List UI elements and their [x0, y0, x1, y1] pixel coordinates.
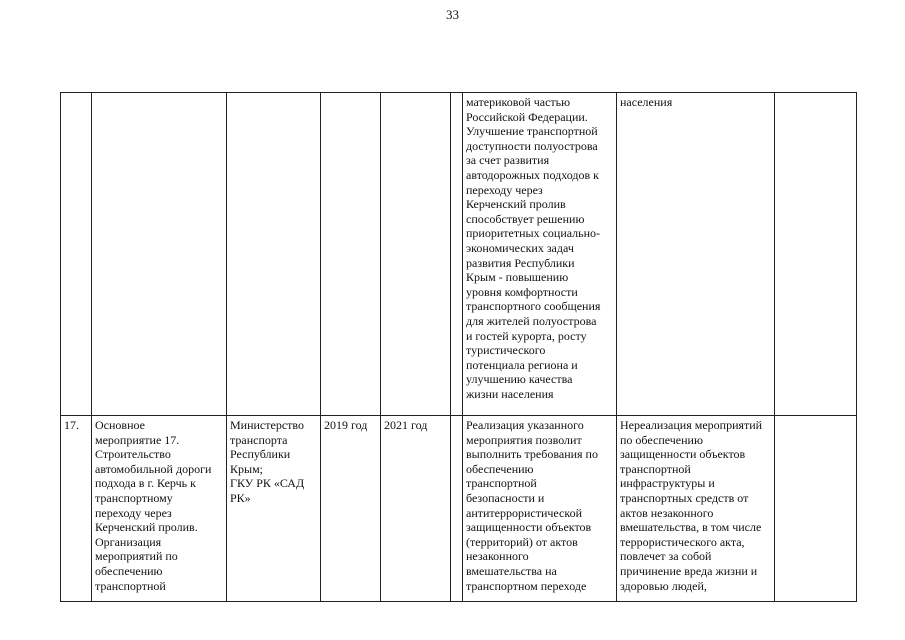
spacer-cell [451, 416, 463, 602]
end-year-cell [381, 93, 451, 416]
page-number: 33 [446, 7, 459, 22]
end-year-cell: 2021 год [381, 416, 451, 602]
activity-cell [92, 93, 227, 416]
executor-cell [227, 93, 321, 416]
program-table [60, 92, 857, 602]
activity-cell: Основное мероприятие 17. Строительство автомобильной дороги подхода в г. Керчь к транспортному переходу через Керченский пролив. Организация мероприятий по обеспечению транспортной [92, 416, 227, 602]
row-number-cell [61, 93, 92, 416]
expected-result-cell: материковой частью Российской Федерации. Улучшение транспортной доступности полуострова за счет развития автодорожных подходов к переходу через Керченский пролив способствует решению приоритетных социально- экономических задач развития Республики Крым - повышению уровня комфортности транспортного сообщения для жителей полуострова и гостей курорта, росту туристического потенциала региона и улучшению качества жизни населения [463, 93, 617, 416]
table-row [61, 93, 857, 416]
start-year-cell: 2019 год [321, 416, 381, 602]
expected-result-cell: Реализация указанного мероприятия позволит выполнить требования по обеспечению транспортной безопасности и антитеррористической защищенности объектов (территорий) от актов незаконного вмешательства на транспортном переходе [463, 416, 617, 602]
start-year-cell [321, 93, 381, 416]
spacer-cell [451, 93, 463, 416]
consequence-cell: населения [617, 93, 775, 416]
executor-cell: Министерство транспорта Республики Крым; ГКУ РК «САД РК» [227, 416, 321, 602]
table-row [61, 416, 857, 602]
indicator-cell [775, 93, 857, 416]
row-number-cell: 17. [61, 416, 92, 602]
indicator-cell [775, 416, 857, 602]
consequence-cell: Нереализация мероприятий по обеспечению защищенности объектов транспортной инфраструктуры и транспортных средств от актов незаконного вмешательства, в том числе террористического акта, повлечет за собой причинение вреда жизни и здоровью людей, [617, 416, 775, 602]
